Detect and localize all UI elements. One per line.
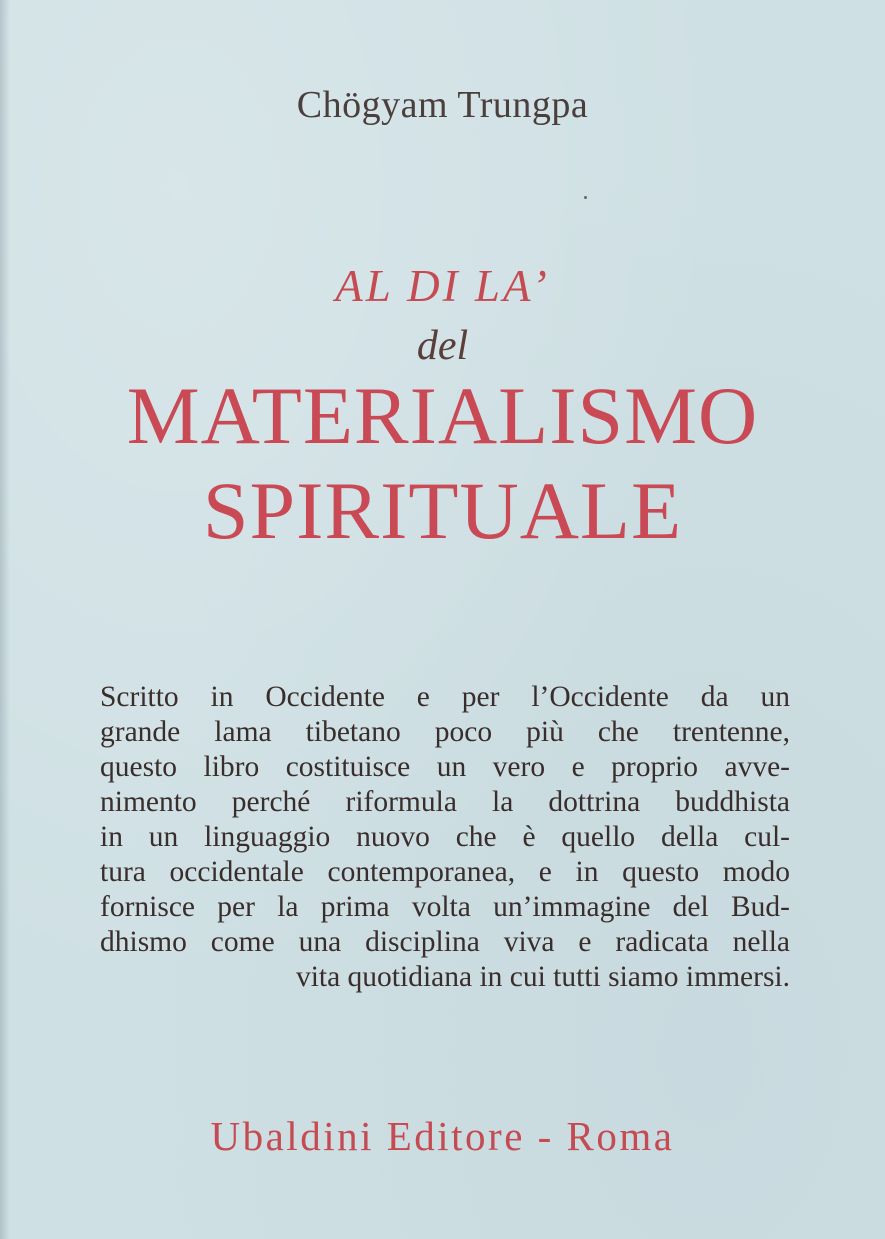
cover-left-edge-shadow — [0, 0, 10, 1239]
title-pre: AL DI LA’ — [335, 261, 550, 311]
blurb-line: in un linguaggio nuovo che è quello della cul- — [100, 821, 790, 853]
blurb-line: questo libro costituisce un vero e proprio avve- — [100, 751, 790, 783]
blurb-line: tura occidentale contemporanea, e in questo modo — [100, 856, 790, 888]
author-name: Chögyam Trungpa — [296, 84, 589, 126]
paper-speck — [584, 196, 587, 199]
blurb-line: grande lama tibetano poco più che trentenne, — [100, 716, 790, 748]
title-main: MATERIALISMO — [126, 370, 759, 461]
blurb-line: nimento perché riformula la dottrina buddhista — [100, 786, 790, 818]
blurb-line: dhismo come una disciplina viva e radicata nella — [100, 926, 790, 958]
title-sub: SPIRITUALE — [202, 465, 683, 556]
blurb-paragraph — [100, 680, 790, 995]
blurb-line: vita quotidiana in cui tutti siamo immersi. — [295, 961, 790, 993]
blurb-line: fornisce per la prima volta un’immagine del Bud- — [100, 891, 790, 923]
blurb-line: Scritto in Occidente e per l’Occidente da un — [100, 681, 790, 713]
title-connector: del — [416, 323, 469, 369]
publisher-imprint: Ubaldini Editore - Roma — [210, 1113, 675, 1159]
